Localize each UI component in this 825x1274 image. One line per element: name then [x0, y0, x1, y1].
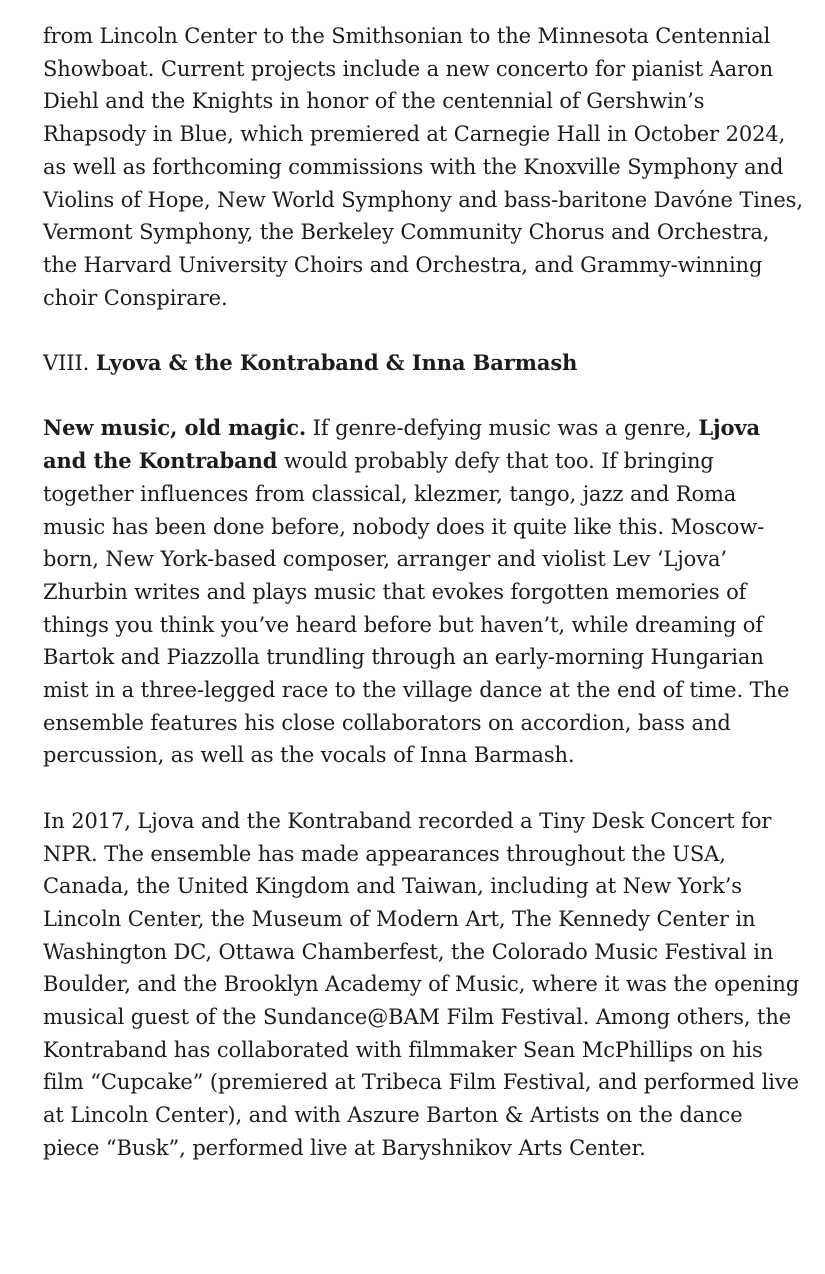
description-lead: New music, old magic.: [43, 415, 307, 441]
document-body: [43, 20, 803, 1165]
description-paragraph: [43, 412, 803, 772]
description-text-2: would probably defy that too. If bringing together influences from classical, klezmer, tango, jazz and Roma music has been done before, nobody does it quite like this. Moscow-born, New York-based composer, arranger and violist Lev ‘Ljova’ Zhurbin writes and plays music that evokes forgotten memories of things you think you’ve heard before but haven’t, while dreaming of Bartok and Piazzolla trundling through an early-morning Hungarian mist in a three-legged race to the village dance at the end of time. The ensemble features his close collaborators on accordion, bass and percussion, as well as the vocals of Inna Barmash.: [43, 449, 790, 768]
history-paragraph: In 2017, Ljova and the Kontraband recorded a Tiny Desk Concert for NPR. The ensemble has made appearances throughout the USA, Canada, the United Kingdom and Taiwan, including at New York’s Lincoln Center, the Museum of Modern Art, The Kennedy Center in Washington DC, Ottawa Chamberfest, the Colorado Music Festival in Boulder, and the Brooklyn Academy of Music, where it was the opening musical guest of the Sundance@BAM Film Festival. Among others, the Kontraband has collaborated with filmmaker Sean McPhillips on his film “Cupcake” (premiered at Tribeca Film Festival, and performed live at Lincoln Center), and with Aszure Barton & Artists on the dance piece “Busk”, performed live at Baryshnikov Arts Center.: [43, 808, 800, 1160]
paragraph-spacer: [43, 380, 803, 413]
ensemble-name: Ljova and the Kontraband: [43, 415, 761, 474]
section-heading: [43, 347, 803, 380]
description-text-1: If genre-defying music was a genre,: [306, 416, 699, 441]
intro-paragraph: from Lincoln Center to the Smithsonian to the Minnesota Centennial Showboat. Current projects include a new concerto for pianist Aaron Diehl and the Knights in honor of the centennial of Gershwin’s Rhapsody in Blue, which premiered at Carnegie Hall in October 2024, as well as forthcoming commissions with the Knoxville Symphony and Violins of Hope, New World Symphony and bass-baritone Davóne Tines, Vermont Symphony, the Berkeley Community Chorus and Orchestra, the Harvard University Choirs and Orchestra, and Grammy-winning choir Conspirare.: [43, 24, 803, 310]
section-numeral: VIII.: [43, 351, 90, 376]
section-title: Lyova & the Kontraband & Inna Barmash: [95, 350, 578, 376]
paragraph-spacer: [43, 772, 803, 805]
paragraph-spacer: [43, 314, 803, 347]
